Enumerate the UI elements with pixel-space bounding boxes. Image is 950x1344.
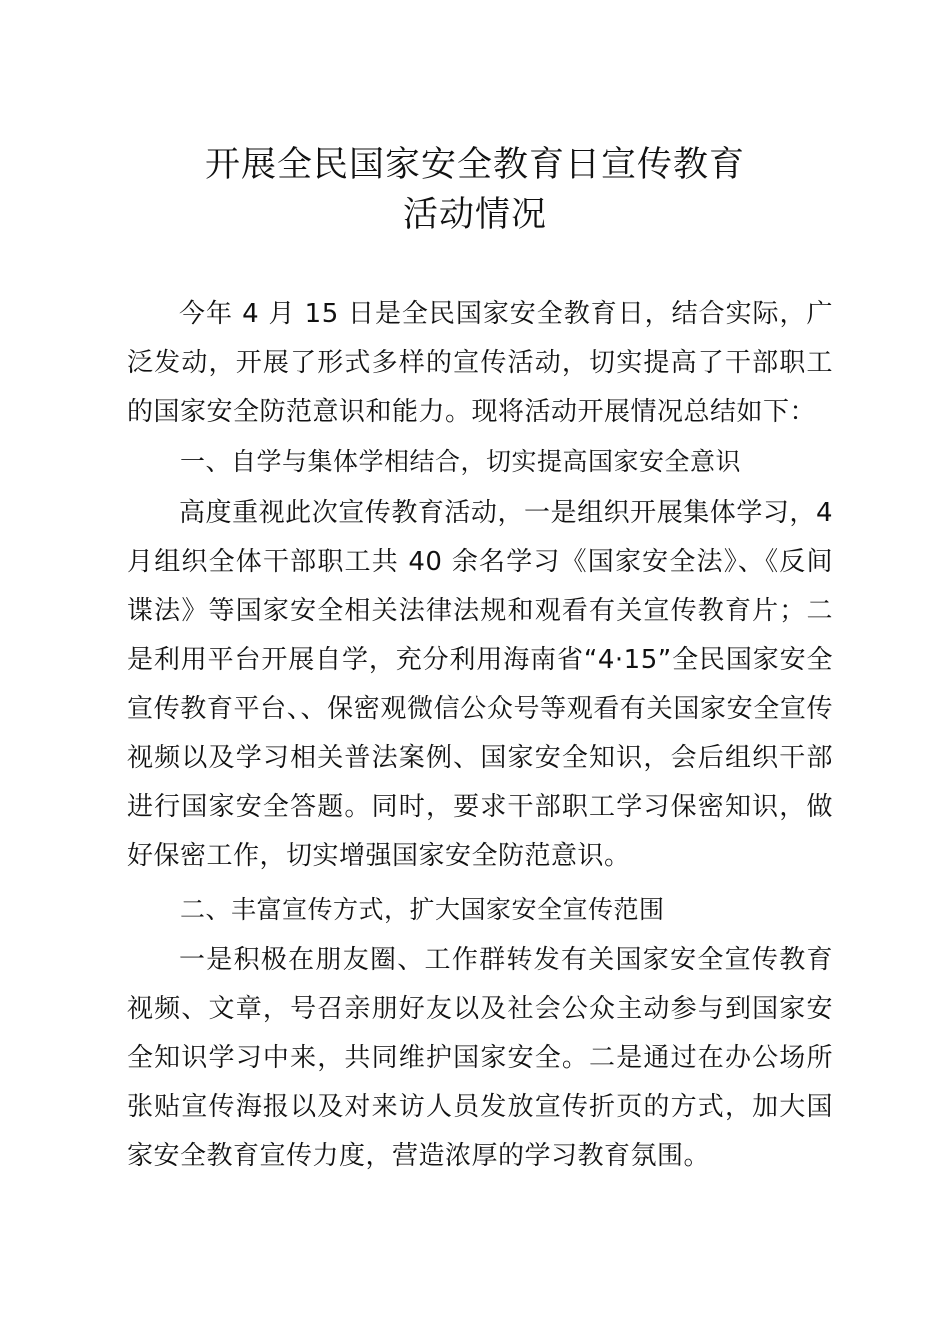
document-title-line2: 活动情况 [402, 195, 547, 235]
section1-paragraph: 高度重视此次宣传教育活动，一是组织开展集体学习，4 月组织全体干部职工共 40 余名学习《国家安全法》、《反间谍法》等国家安全相关法律法规和观看有关宣传教育片；二是利用平台开展自学，充分利用海南省“4·15”全民国家安全宣传教育平台、、保密观微信公众号等观看有关国家安全宣传视频以及学习相关普法案例、国家安全知识，会后组织干部进行国家安全答题。同时，要求干部职工学习保密知识，做好保密工作，切实增强国家安全防范意识。 [127, 498, 833, 871]
section2-heading: 二、丰富宣传方式，扩大国家安全宣传范围 [180, 895, 665, 924]
section1-body-block [127, 489, 833, 881]
section2-paragraph: 一是积极在朋友圈、工作群转发有关国家安全宣传教育视频、文章，号召亲朋好友以及社会公众主动参与到国家安全知识学习中来，共同维护国家安全。二是通过在办公场所张贴宣传海报以及对来访人员发放宣传折页的方式，加大国家安全教育宣传力度，营造浓厚的学习教育氛围。 [127, 945, 833, 1171]
section1-heading: 一、自学与集体学相结合，切实提高国家安全意识 [180, 447, 742, 476]
section2-body-block [127, 936, 833, 1181]
intro-paragraph-block [127, 290, 833, 437]
intro-paragraph: 今年 4 月 15 日是全民国家安全教育日，结合实际，广泛发动，开展了形式多样的宣传活动，切实提高了干部职工的国家安全防范意识和能力。现将活动开展情况总结如下： [127, 299, 833, 427]
document-title-line1: 开展全民国家安全教育日宣传教育 [204, 145, 745, 185]
